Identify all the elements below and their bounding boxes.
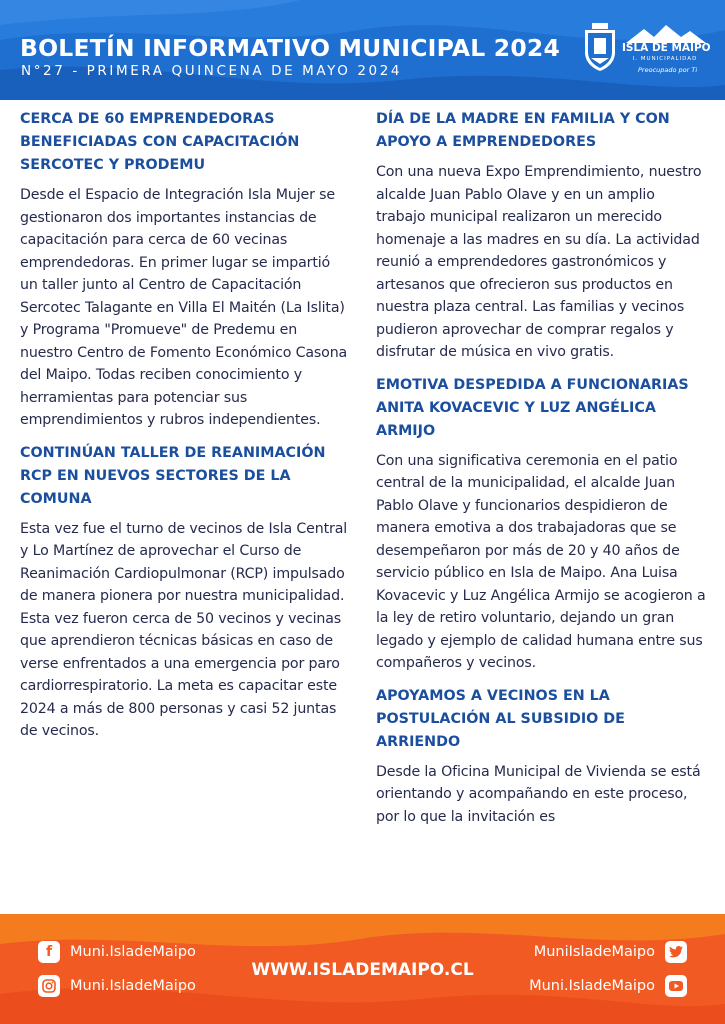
- facebook-link[interactable]: [38, 941, 196, 963]
- article-body: Desde el Espacio de Integración Isla Mujer se gestionaron dos importantes instancias de capacitación para cerca de 60 vecinas emprendedoras. En primer lugar se impartió un taller junto al Centro de Capacitación Sercotec Talagante en Villa El Maitén (La Islita) y Programa "Promueve" de Predemu en nuestro Centro de Fomento Económico Casona del Maipo. Todas reciben conocimiento y herramientas para potenciar sus emprendimientos y rubros independientes.: [20, 187, 348, 428]
- article-emprendedoras: [20, 108, 350, 432]
- footer-banner: [0, 914, 725, 1024]
- article-body: Esta vez fue el turno de vecinos de Isla Central y Lo Martínez de aprovechar el Curso de Reanimación Cardiopulmonar (RCP) impulsado de manera pionera por nuestra municipalidad. Esta vez fueron cerca de 50 vecinos y vecinas que aprendieron técnicas básicas en caso de verse enfrentados a una emergencia por paro cardiorrespiratorio. La meta es capacitar este 2024 a más de 800 personas y casi 52 juntas de vecinos.: [20, 520, 348, 739]
- twitter-icon: [665, 941, 687, 963]
- article-title: CERCA DE 60 EMPRENDEDORAS BENEFICIADAS CON CAPACITACIÓN SERCOTEC Y PRODEMU: [20, 111, 300, 173]
- youtube-icon: [665, 975, 687, 997]
- article-title: APOYAMOS A VECINOS EN LA POSTULACIÓN AL SUBSIDIO DE ARRIENDO: [376, 687, 625, 750]
- article-dia-madre: [376, 108, 706, 364]
- facebook-handle: Muni.IsladeMaipo: [70, 944, 196, 960]
- youtube-link[interactable]: [529, 975, 687, 997]
- article-rcp: [20, 442, 350, 743]
- logo-name: ISLA DE MAIPO: [622, 42, 711, 54]
- right-column: [376, 108, 706, 838]
- logo-subtitle: I. MUNICIPALIDAD: [632, 56, 698, 62]
- instagram-link[interactable]: [38, 975, 196, 997]
- article-despedida: [376, 374, 706, 675]
- newsletter-title: BOLETÍN INFORMATIVO MUNICIPAL 2024: [20, 34, 561, 62]
- twitter-link[interactable]: [534, 941, 687, 963]
- twitter-handle: MuniIsladeMaipo: [533, 944, 655, 960]
- instagram-handle: Muni.IsladeMaipo: [70, 978, 196, 994]
- mountains-icon: [626, 25, 706, 43]
- instagram-icon: [38, 975, 60, 997]
- article-subsidio: [376, 685, 706, 829]
- facebook-icon: f: [38, 941, 60, 963]
- article-body: Con una nueva Expo Emprendimiento, nuestro alcalde Juan Pablo Olave y en un amplio trabajo municipal realizaron un merecido homenaje a las madres en su día. La actividad reunió a emprendedores gastronómicos y artesanos que ofrecieron sus productos en nuestra plaza central. Las familias y vecinos pudieron aprovechar de comprar regalos y disfrutar de música en vivo gratis.: [376, 164, 702, 360]
- youtube-handle: Muni.IsladeMaipo: [529, 978, 655, 994]
- logo-tagline: Preocupado por Ti: [638, 66, 698, 74]
- website-link[interactable]: WWW.ISLADEMAIPO.CL: [251, 960, 474, 980]
- municipal-crest-icon: [582, 22, 618, 72]
- municipal-logo: [582, 22, 710, 78]
- article-body: Con una significativa ceremonia en el patio central de la municipalidad, el alcalde Juan Pablo Olave y funcionarios despidieron de manera emotiva a dos trabajadoras que se desempeñaron por más de 20 y 40 años de servicio público en Isla de Maipo. Ana Luisa Kovacevic y Luz Angélica Armijo se acogieron a la ley de retiro voluntario, dejando un gran legado y ejemplo de calidad humana entre sus compañeros y vecinos.: [376, 452, 706, 671]
- left-column: [20, 108, 350, 753]
- header-banner: [0, 0, 725, 100]
- article-title: DÍA DE LA MADRE EN FAMILIA Y CON APOYO A EMPRENDEDORES: [376, 111, 670, 150]
- article-title: CONTINÚAN TALLER DE REANIMACIÓN RCP EN NUEVOS SECTORES DE LA COMUNA: [20, 444, 326, 507]
- newsletter-issue: N°27 - PRIMERA QUINCENA DE MAYO 2024: [21, 63, 403, 79]
- article-body: Desde la Oficina Municipal de Vivienda se está orientando y acompañando en este proceso, por lo que la invitación es: [376, 763, 701, 825]
- article-title: EMOTIVA DESPEDIDA A FUNCIONARIAS ANITA KOVACEVIC Y LUZ ANGÉLICA ARMIJO: [376, 376, 689, 439]
